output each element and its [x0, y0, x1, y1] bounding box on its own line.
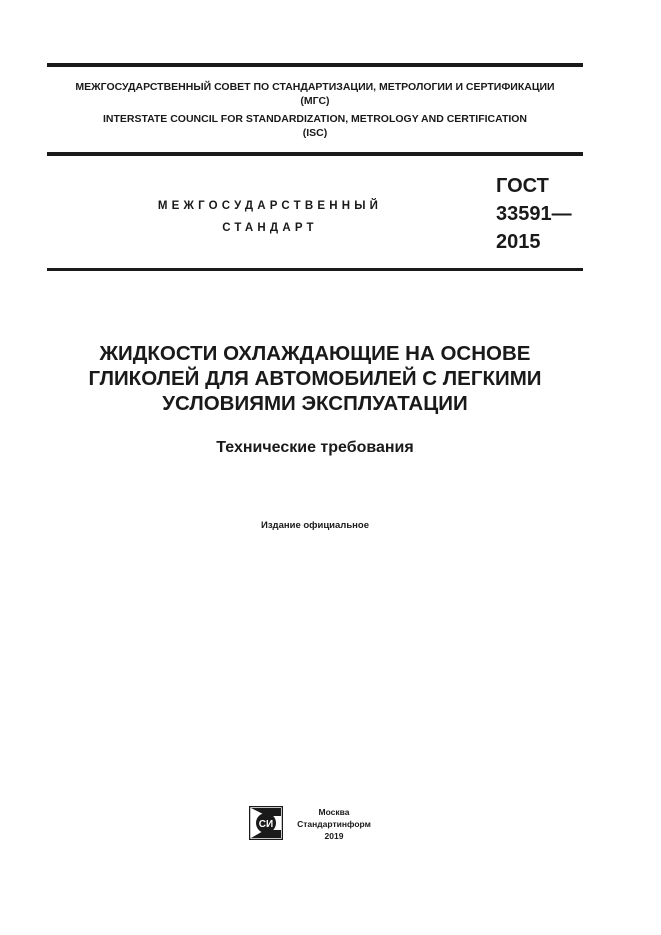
gost-year: 2015	[496, 231, 541, 253]
document-subtitle: Технические требования	[216, 439, 414, 456]
edition-note: Издание официальное	[261, 520, 369, 531]
council-name-ru	[47, 80, 583, 108]
document-title	[40, 341, 590, 416]
lower-rule	[47, 268, 583, 271]
council-name-en	[47, 112, 583, 140]
gost-label: ГОСТ	[496, 175, 549, 197]
standard-type-line1: МЕЖГОСУДАРСТВЕННЫЙ	[157, 200, 383, 212]
council-ru-line1: МЕЖГОСУДАРСТВЕННЫЙ СОВЕТ ПО СТАНДАРТИЗАЦИИ, МЕТРОЛОГИИ И СЕРТИФИКАЦИИ	[75, 81, 555, 93]
logo-text: СИ	[258, 819, 274, 830]
title-line2: ГЛИКОЛЕЙ ДЛЯ АВТОМОБИЛЕЙ С ЛЕГКИМИ	[88, 367, 542, 390]
title-line1: ЖИДКОСТИ ОХЛАЖДАЮЩИЕ НА ОСНОВЕ	[99, 342, 531, 365]
council-en-abbrev: (ISC)	[302, 127, 328, 139]
title-line3: УСЛОВИЯМИ ЭКСПЛУАТАЦИИ	[162, 392, 468, 415]
middle-rule	[47, 152, 583, 156]
top-rule	[47, 63, 583, 67]
gost-designation	[496, 172, 572, 256]
standard-type	[120, 195, 420, 239]
publisher-imprint	[294, 806, 374, 842]
publisher-year: 2019	[324, 831, 344, 841]
gost-number: 33591—	[496, 203, 572, 225]
publisher-name: Стандартинформ	[297, 819, 371, 829]
publisher-logo-icon	[249, 806, 283, 840]
council-ru-abbrev: (МГС)	[300, 95, 330, 107]
publisher-city: Москва	[318, 807, 350, 817]
standard-type-line2: СТАНДАРТ	[222, 222, 318, 234]
council-en-line1: INTERSTATE COUNCIL FOR STANDARDIZATION, METROLOGY AND CERTIFICATION	[102, 113, 528, 125]
